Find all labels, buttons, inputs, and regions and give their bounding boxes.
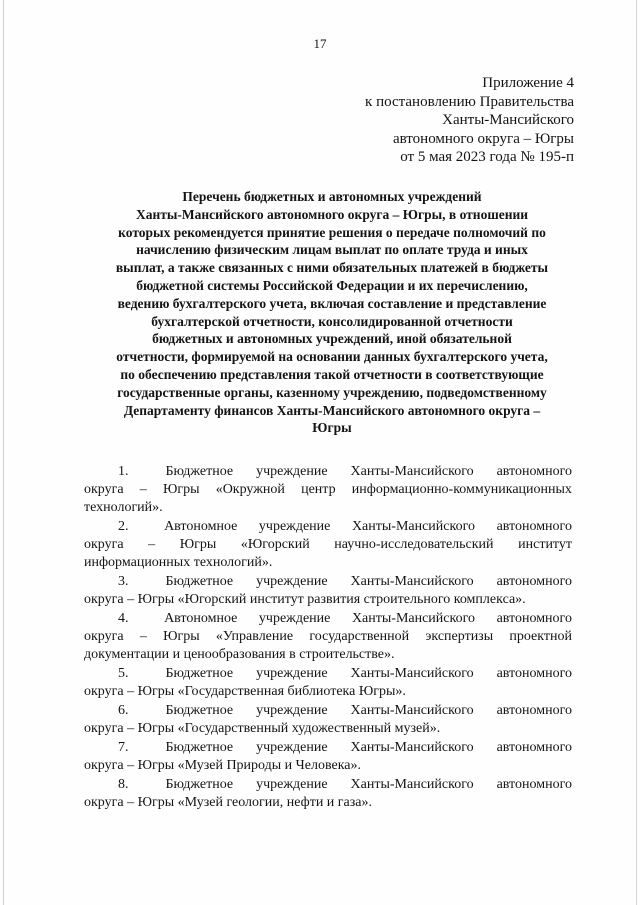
title-line: выплат, а также связанных с ними обязательных платежей в бюджеты <box>115 260 549 276</box>
item-word: автономного <box>496 777 572 792</box>
item-word: автономного <box>496 740 572 755</box>
item-line <box>84 481 572 499</box>
item-word: округа <box>84 537 124 552</box>
item-word: Автономное <box>164 519 238 534</box>
item-first-line <box>84 463 572 481</box>
item-word: научно-исследовательский <box>334 537 494 552</box>
title-line: по обеспечению представления такой отчетности в соответствующие <box>120 366 544 382</box>
item-last-line: информационных технологий». <box>84 555 273 570</box>
item-word: Бюджетное <box>165 464 234 479</box>
item-word: Бюджетное <box>165 666 234 681</box>
item-number: 6. <box>118 703 129 718</box>
item-word: «Югорский <box>240 537 310 552</box>
title-line: бюджетной системы Российской Федерации и их перечислению, <box>136 277 528 293</box>
item-word: автономного <box>496 666 572 681</box>
item-word: Югры <box>162 482 200 497</box>
item-word: Бюджетное <box>165 777 234 792</box>
item-line <box>84 536 572 554</box>
item-word: информационно-коммуникационных <box>351 482 572 497</box>
item-word: Ханты-Мансийского <box>350 703 474 718</box>
item-first-line <box>84 573 572 591</box>
item-first-line <box>84 665 572 683</box>
list-item <box>84 739 572 775</box>
appendix-line: от 5 мая 2023 года № 195-п <box>400 149 574 165</box>
item-last-line: округа – Югры «Югорский институт развития строительного комплекса». <box>84 592 526 607</box>
item-word: Ханты-Мансийского <box>350 666 474 681</box>
item-word: учреждение <box>258 611 331 626</box>
item-word: Автономное <box>164 611 238 626</box>
item-first-line <box>84 702 572 720</box>
title-line: отчетности, формируемой на основании данных бухгалтерского учета, <box>116 349 548 365</box>
list-item <box>84 463 572 517</box>
item-word: Ханты-Мансийского <box>351 611 475 626</box>
item-word: Бюджетное <box>165 574 234 589</box>
title-line: Перечень бюджетных и автономных учреждений <box>182 189 482 204</box>
item-word: государственной <box>309 629 410 644</box>
item-word: экспертизы <box>425 629 494 644</box>
item-word: «Управление <box>215 629 294 644</box>
item-first-line <box>84 739 572 757</box>
item-first-line <box>84 776 572 794</box>
list-item <box>84 573 572 609</box>
title-line: Югры <box>312 420 352 436</box>
list-item <box>84 776 572 812</box>
item-number: 1. <box>118 464 129 479</box>
item-word: Ханты-Мансийского <box>351 519 475 534</box>
item-word: – <box>148 537 156 552</box>
item-word: автономного <box>496 611 572 626</box>
institution-list <box>84 463 572 813</box>
item-word: Бюджетное <box>165 703 234 718</box>
title-line: бухгалтерской отчетности, консолидированной отчетности <box>151 313 513 329</box>
item-word: учреждение <box>258 519 331 534</box>
item-word: – <box>139 629 147 644</box>
appendix-line: Приложение 4 <box>482 75 574 91</box>
item-word: учреждение <box>256 777 328 792</box>
list-item <box>84 610 572 664</box>
item-word: Югры <box>179 537 217 552</box>
item-number: 3. <box>118 574 129 589</box>
item-word: Югры <box>163 629 200 644</box>
item-word: автономного <box>496 464 572 479</box>
scan-edge-left <box>3 0 4 905</box>
item-word: центр <box>301 482 336 497</box>
item-word: «Окружной <box>215 482 285 497</box>
item-word: Ханты-Мансийского <box>350 777 474 792</box>
item-word: институт <box>518 537 572 552</box>
list-item <box>84 702 572 738</box>
item-word: учреждение <box>256 666 328 681</box>
title-line: ведению бухгалтерского учета, включая составление и представление <box>117 295 547 311</box>
item-word: автономного <box>496 574 572 589</box>
item-number: 7. <box>118 740 129 755</box>
item-word: учреждение <box>256 740 328 755</box>
list-item <box>84 665 572 701</box>
item-word: проектной <box>509 629 572 644</box>
item-last-line: округа – Югры «Государственная библиотека Югры». <box>84 684 406 699</box>
appendix-line: к постановлению Правительства <box>365 93 574 110</box>
item-word: Бюджетное <box>165 740 234 755</box>
item-word: автономного <box>496 519 572 534</box>
item-line <box>84 628 572 646</box>
item-word: округа <box>84 629 124 644</box>
item-word: учреждение <box>256 703 328 718</box>
title-line: бюджетных и автономных учреждений, иной обязательной <box>152 331 512 347</box>
item-word: Ханты-Мансийского <box>350 464 474 479</box>
item-number: 4. <box>118 611 129 626</box>
item-number: 2. <box>118 519 129 534</box>
item-word: автономного <box>496 703 572 718</box>
document-title <box>82 188 582 437</box>
scan-edge-right <box>636 0 637 905</box>
item-word: Ханты-Мансийского <box>350 740 474 755</box>
title-line: Ханты-Мансийского автономного округа – Югры, в отношении <box>135 206 529 222</box>
page-number: 17 <box>313 36 327 51</box>
list-item <box>84 518 572 572</box>
item-word: Ханты-Мансийского <box>350 574 474 589</box>
item-last-line: документации и ценообразования в строительстве». <box>84 647 395 662</box>
item-last-line: округа – Югры «Музей Природы и Человека». <box>84 758 362 773</box>
item-number: 8. <box>118 777 129 792</box>
title-line: государственные органы, казенному учреждению, подведомственному <box>117 384 547 400</box>
item-number: 5. <box>118 666 129 681</box>
appendix-header <box>274 74 574 167</box>
item-word: округа <box>84 482 124 497</box>
item-first-line <box>84 518 572 536</box>
appendix-line: Ханты-Мансийского <box>442 112 574 128</box>
item-last-line: технологий». <box>84 500 163 515</box>
title-line: Департаменту финансов Ханты-Мансийского автономного округа – <box>123 402 541 418</box>
item-word: учреждение <box>256 574 328 589</box>
appendix-line: автономного округа – Югры <box>392 130 574 147</box>
item-last-line: округа – Югры «Государственный художественный музей». <box>84 721 441 736</box>
item-first-line <box>84 610 572 628</box>
item-last-line: округа – Югры «Музей геологии, нефти и газа». <box>84 795 372 810</box>
title-line: начислению физическим лицам выплат по оплате труда и иных <box>136 242 528 258</box>
item-word: – <box>139 482 147 497</box>
item-word: учреждение <box>256 464 328 479</box>
title-line: которых рекомендуется принятие решения о передаче полномочий по <box>118 224 546 240</box>
